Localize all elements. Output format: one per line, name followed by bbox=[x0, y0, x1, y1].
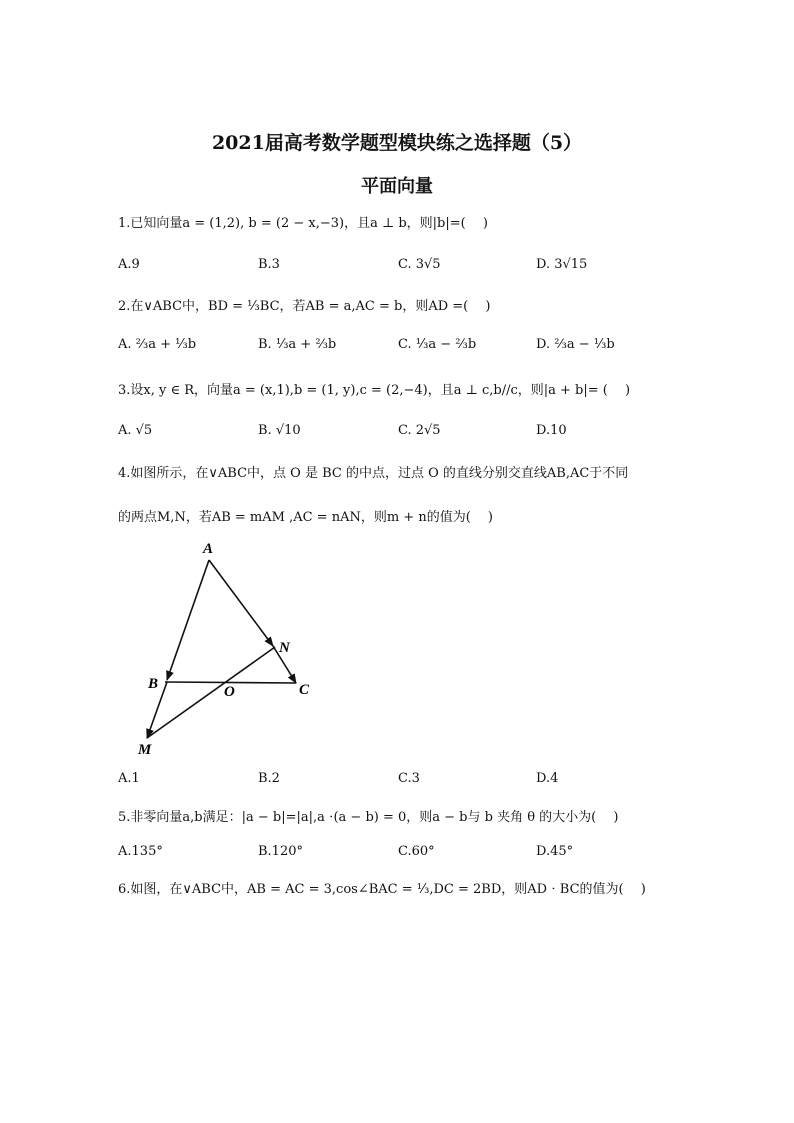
question-4-option-b: B.2 bbox=[258, 771, 280, 786]
question-2-option-d: D. ⅔a − ⅓b bbox=[536, 337, 615, 352]
question-4-option-d: D.4 bbox=[536, 771, 559, 786]
question-5-stem: 5.非零向量a,b满足：|a − b|=|a|,a ⋅(a − b) = 0，则a − b与 b 夹角 θ 的大小为( ) bbox=[118, 810, 619, 825]
question-6-stem: 6.如图，在∨ABC中，AB = AC = 3,cos∠BAC = ⅓,DC = 2BD，则AD ⋅ BC的值为( ) bbox=[118, 882, 646, 897]
question-5-option-c: C.60° bbox=[398, 844, 435, 859]
question-1-option-d: D. 3√15 bbox=[536, 257, 588, 272]
vector-an-line bbox=[209, 560, 273, 646]
question-5-option-b: B.120° bbox=[258, 844, 303, 859]
question-4-stem-line-1: 4.如图所示，在∨ABC中，点 O 是 BC 的中点，过点 O 的直线分别交直线AB,AC于不同 bbox=[118, 466, 629, 481]
question-4-stem-line-2: 的两点M,N，若AB = mAM ,AC = nAN，则m + n的值为( ) bbox=[118, 510, 493, 525]
label-o: O bbox=[224, 684, 235, 700]
question-1-option-c: C. 3√5 bbox=[398, 257, 441, 272]
label-b: B bbox=[148, 676, 159, 692]
segment-bc-line bbox=[165, 682, 296, 683]
question-2-option-b: B. ⅓a + ⅔b bbox=[258, 337, 337, 352]
question-2-option-c: C. ⅓a − ⅔b bbox=[398, 337, 477, 352]
label-c: C bbox=[299, 682, 310, 698]
document-subtitle: 平面向量 bbox=[361, 176, 433, 197]
question-5-option-a: A.135° bbox=[118, 844, 163, 859]
question-3-option-a: A. √5 bbox=[118, 423, 153, 438]
question-4-option-a: A.1 bbox=[118, 771, 140, 786]
question-1-option-a: A.9 bbox=[118, 257, 140, 272]
question-3-option-d: D.10 bbox=[536, 423, 567, 438]
label-a: A bbox=[203, 541, 214, 557]
segment-mn-line bbox=[147, 647, 275, 738]
question-4-option-c: C.3 bbox=[398, 771, 420, 786]
question-3-option-b: B. √10 bbox=[258, 423, 301, 438]
label-n: N bbox=[279, 640, 290, 656]
question-1-stem: 1.已知向量a = (1,2), b = (2 − x,−3)，且a ⊥ b，则|b|=( ) bbox=[118, 216, 488, 231]
question-5-option-d: D.45° bbox=[536, 844, 574, 859]
question-3-option-c: C. 2√5 bbox=[398, 423, 441, 438]
document-title: 2021届高考数学题型模块练之选择题（5） bbox=[211, 132, 583, 154]
label-m: M bbox=[138, 742, 152, 758]
vector-ab-line bbox=[167, 560, 209, 680]
triangle-figure bbox=[130, 535, 330, 765]
question-2-option-a: A. ⅔a + ⅓b bbox=[118, 337, 197, 352]
question-2-stem: 2.在∨ABC中，BD = ⅓BC，若AB = a,AC = b，则AD =( ) bbox=[118, 299, 491, 314]
question-1-option-b: B.3 bbox=[258, 257, 280, 272]
question-3-stem: 3.设x, y ∈ R，向量a = (x,1),b = (1, y),c = (2,−4)，且a ⊥ c,b//c，则|a + b|= ( ) bbox=[118, 383, 631, 398]
